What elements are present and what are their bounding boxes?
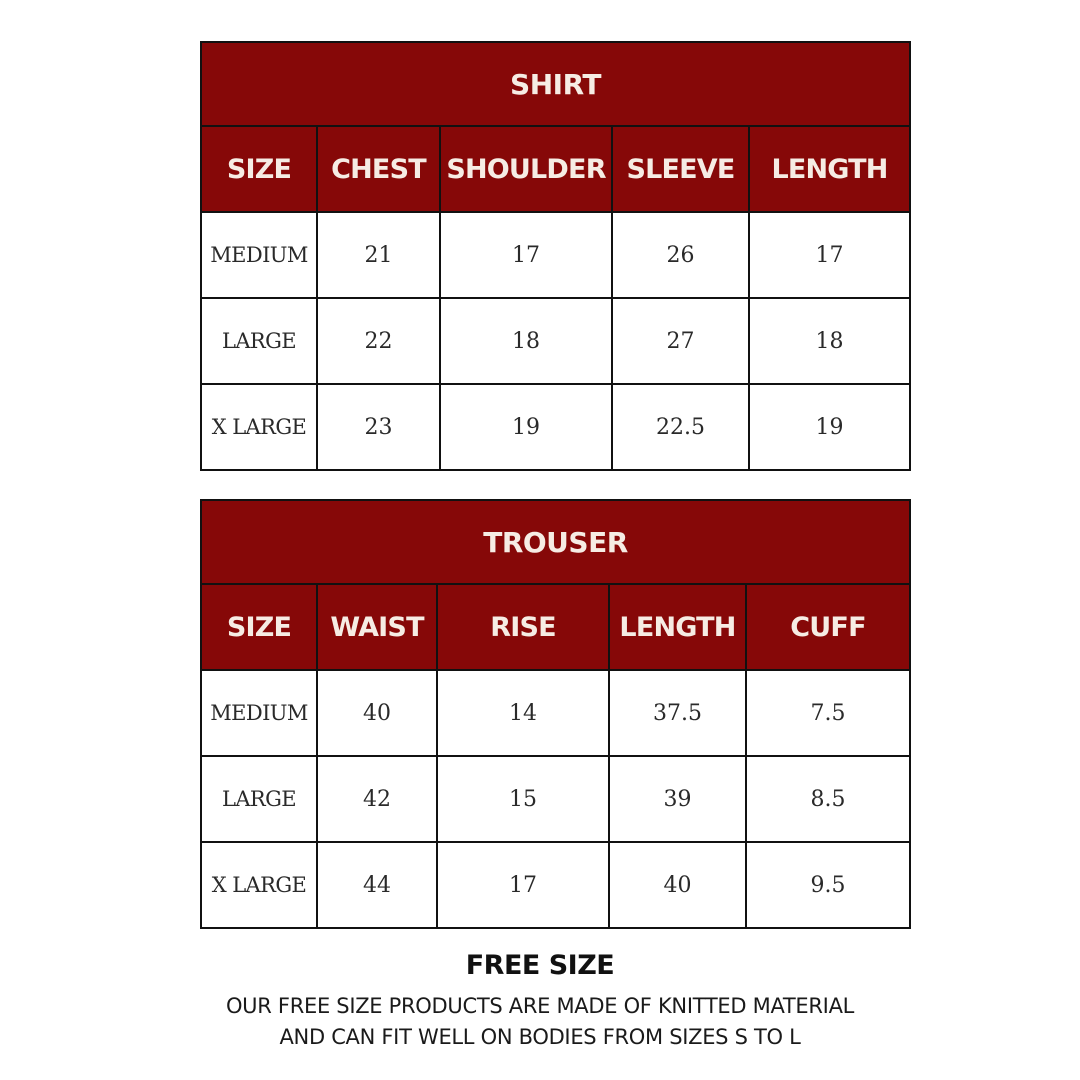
- free-size-heading: FREE SIZE: [465, 950, 615, 981]
- trouser-title-row: [201, 500, 910, 584]
- size-label: MEDIUM: [201, 212, 317, 298]
- sleeve-value: 22.5: [612, 384, 749, 470]
- length-value: 40: [609, 842, 746, 928]
- cuff-value: 9.5: [746, 842, 910, 928]
- waist-value: 44: [317, 842, 437, 928]
- column-header-size: SIZE: [201, 126, 317, 212]
- free-size-description-line-2: AND CAN FIT WELL ON BODIES FROM SIZES S TO L: [279, 1025, 801, 1049]
- sleeve-value: 27: [612, 298, 749, 384]
- chest-value: 22: [317, 298, 440, 384]
- column-header-length: LENGTH: [749, 126, 910, 212]
- free-size-description-line-1: OUR FREE SIZE PRODUCTS ARE MADE OF KNITTED MATERIAL: [225, 994, 855, 1018]
- waist-value: 42: [317, 756, 437, 842]
- trouser-size-table: [200, 499, 911, 929]
- column-header-chest: CHEST: [317, 126, 440, 212]
- rise-value: 15: [437, 756, 609, 842]
- shoulder-value: 18: [440, 298, 612, 384]
- chest-value: 23: [317, 384, 440, 470]
- column-header-shoulder: SHOULDER: [440, 126, 612, 212]
- shoulder-value: 17: [440, 212, 612, 298]
- column-header-length: LENGTH: [609, 584, 746, 670]
- column-header-waist: WAIST: [317, 584, 437, 670]
- column-header-sleeve: SLEEVE: [612, 126, 749, 212]
- table-row: [201, 842, 910, 928]
- size-label: X LARGE: [201, 384, 317, 470]
- shoulder-value: 19: [440, 384, 612, 470]
- column-header-rise: RISE: [437, 584, 609, 670]
- length-value: 37.5: [609, 670, 746, 756]
- shirt-title-row: [201, 42, 910, 126]
- sleeve-value: 26: [612, 212, 749, 298]
- table-row: [201, 384, 910, 470]
- waist-value: 40: [317, 670, 437, 756]
- table-row: [201, 670, 910, 756]
- size-label: MEDIUM: [201, 670, 317, 756]
- table-row: [201, 212, 910, 298]
- shirt-header-row: [201, 126, 910, 212]
- shirt-table-title: SHIRT: [201, 42, 910, 126]
- column-header-size: SIZE: [201, 584, 317, 670]
- size-label: LARGE: [201, 756, 317, 842]
- length-value: 18: [749, 298, 910, 384]
- table-row: [201, 756, 910, 842]
- rise-value: 17: [437, 842, 609, 928]
- shirt-size-table: [200, 41, 911, 471]
- length-value: 19: [749, 384, 910, 470]
- size-label: X LARGE: [201, 842, 317, 928]
- length-value: 17: [749, 212, 910, 298]
- rise-value: 14: [437, 670, 609, 756]
- chest-value: 21: [317, 212, 440, 298]
- trouser-header-row: [201, 584, 910, 670]
- length-value: 39: [609, 756, 746, 842]
- cuff-value: 8.5: [746, 756, 910, 842]
- cuff-value: 7.5: [746, 670, 910, 756]
- size-label: LARGE: [201, 298, 317, 384]
- trouser-table-title: TROUSER: [201, 500, 910, 584]
- column-header-cuff: CUFF: [746, 584, 910, 670]
- table-row: [201, 298, 910, 384]
